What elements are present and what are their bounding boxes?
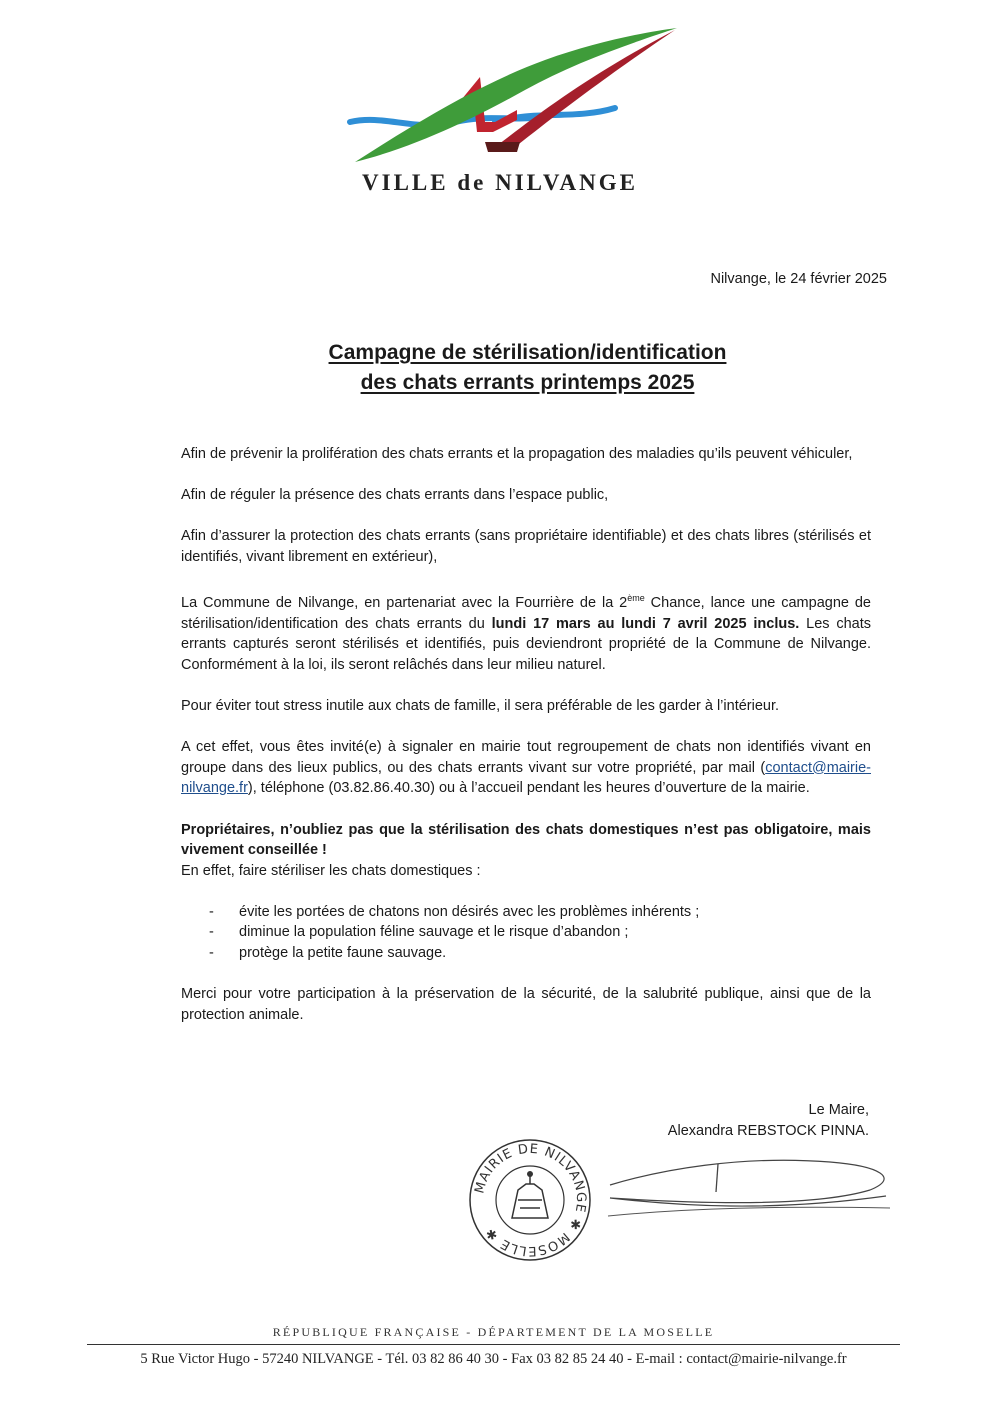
signer-role: Le Maire, bbox=[808, 1102, 869, 1118]
text: ), téléphone (03.82.86.40.30) ou à l’accueil pendant les heures d’ouverture de la mairie. bbox=[247, 780, 810, 797]
document-title bbox=[200, 338, 855, 398]
letter-body bbox=[181, 444, 871, 1046]
signature-block bbox=[668, 1100, 869, 1141]
text: Chance, lance une campagne de stérilisation/identification des chats errants du bbox=[181, 594, 871, 632]
paragraph-owners bbox=[181, 820, 871, 882]
text: En effet, faire stériliser les chats domestiques : bbox=[181, 862, 481, 879]
handwritten-signature bbox=[600, 1150, 900, 1230]
list-item: - évite les portées de chatons non désirés avec les problèmes inhérents ; bbox=[181, 902, 871, 923]
ville-de-nilvange-logo bbox=[345, 22, 685, 170]
paragraph: Pour éviter tout stress inutile aux chats de famille, il sera préférable de les garder à l’intérieur. bbox=[181, 697, 780, 714]
footer-divider bbox=[87, 1344, 900, 1345]
paragraph: Afin d’assurer la protection des chats errants (sans propriétaire identifiable) et des chats libres (stérilisés et identifiés, vivant librement en extérieur), bbox=[181, 528, 871, 565]
paragraph: Afin de prévenir la prolifération des chats errants et la propagation des maladies qu’ils peuvent véhiculer, bbox=[181, 446, 853, 462]
footer-republique: RÉPUBLIQUE FRANÇAISE - DÉPARTEMENT DE LA MOSELLE bbox=[272, 1325, 715, 1339]
signer-name: Alexandra REBSTOCK PINNA. bbox=[667, 1122, 869, 1139]
text: La Commune de Nilvange, en partenariat avec la Fourrière de la 2 bbox=[181, 594, 628, 611]
city-name: VILLE de NILVANGE bbox=[362, 170, 638, 195]
owners-notice: Propriétaires, n’oubliez pas que la stérilisation des chats domestiques n’est pas obligatoire, mais vivement conseillée ! bbox=[181, 821, 871, 859]
mairie-seal-stamp bbox=[468, 1138, 592, 1262]
text: Les chats errants capturés seront stérilisés et identifiés, puis deviendront propriété de la Commune de Nilvange. Conformément à la loi, ils seront relâchés dans leur milieu naturel. bbox=[181, 615, 871, 673]
paragraph: Afin de réguler la présence des chats errants dans l’espace public, bbox=[181, 487, 609, 504]
list-item: - protège la petite faune sauvage. bbox=[181, 943, 871, 964]
benefits-list bbox=[181, 902, 871, 964]
svg-text:MAIRIE DE NILVANGE ✱ MOSELLE ✱: MAIRIE DE NILVANGE ✱ MOSELLE ✱ bbox=[472, 1141, 589, 1259]
campaign-dates: lundi 17 mars au lundi 7 avril 2025 inclus. bbox=[491, 615, 800, 632]
title-line-1: Campagne de stérilisation/identification bbox=[328, 341, 727, 364]
paragraph-contact bbox=[181, 737, 871, 799]
title-line-2: des chats errants printemps 2025 bbox=[360, 371, 695, 394]
footer-address: 5 Rue Victor Hugo - 57240 NILVANGE - Tél. 03 82 86 40 30 - Fax 03 82 85 24 40 - E-mail : contact@mairie-nilvange.fr bbox=[140, 1351, 847, 1367]
paragraph-thanks: Merci pour votre participation à la préservation de la sécurité, de la salubrité publique, ainsi que de la protection animale. bbox=[181, 986, 871, 1023]
paragraph-campaign bbox=[181, 588, 871, 675]
list-item: - diminue la population féline sauvage et le risque d’abandon ; bbox=[181, 922, 871, 943]
date-line: Nilvange, le 24 février 2025 bbox=[710, 271, 887, 287]
email-link[interactable]: contact@mairie-nilvange.fr bbox=[181, 759, 871, 797]
text: A cet effet, vous êtes invité(e) à signaler en mairie tout regroupement de chats non identifiés vivant en groupe dans des lieux publics, ou des chats errants vivant sur votre propriété, par mail ( bbox=[181, 739, 871, 776]
superscript: ème bbox=[627, 593, 645, 604]
